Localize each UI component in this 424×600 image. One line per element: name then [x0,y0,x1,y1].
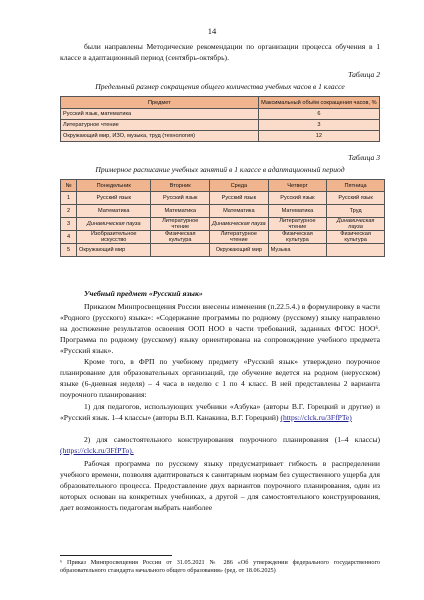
table-cell: 5 [61,244,77,257]
variant-2-text: 2) для самостоятельного конструирования поурочного планирования (1–4 классы) [84,435,380,444]
table-cell: Русский язык [327,192,385,205]
table-cell: Литературное чтение [210,231,269,244]
table-cell: Окружающий мир [77,244,151,257]
variant-1-text: 1) для педагогов, использующих учебники «Азбука» (авторы В.Г. Горецкий и другие) и «Русский язык. 1–4 классы» (авторы В.П. Канакина, В.Г. Горецкий) [60,402,380,422]
table-cell: Литературное чтение [61,120,259,131]
table-cell: Русский язык [77,192,151,205]
table-cell: Физическая культура [151,231,210,244]
table-cell [151,244,210,257]
table-cell: Физическая культура [327,231,385,244]
table-row [61,131,380,142]
table-cell: Окружающий мир, ИЗО, музыка, труд (технология) [61,131,259,142]
table-header-cell: № [61,180,77,192]
table-cell: Математика [151,205,210,218]
table-cell: Музыка [268,244,327,257]
variant-1-link[interactable]: (https://clck.ru/3FfPTe) [280,413,352,422]
table-row [61,244,385,257]
table2-title: Предельный размер сокращения общего количества учебных часов в 1 классе [95,82,345,91]
paragraph-order: Приказом Минпросвещения России внесены изменения (п.22.5.4.) в формулировку в части «Родного (русского) языка»: «Содержание программы по родному (русскому) языку направлено на достижение результатов освоения ООП НОО в части требований, заданных ФГОС НОО⁶. Программа по родному (русскому) языку ориентирована на сопровождение учебного предмета «Русский язык». [60,302,380,355]
table3-title: Примерное расписание учебных занятий в 1 классе в адаптационный период [95,165,345,174]
table-cell: 12 [258,131,379,142]
table-cell: Русский язык [210,192,269,205]
table-cell: Литературное чтение [268,218,327,231]
table-cell: 3 [61,218,77,231]
table-cell: 2 [61,205,77,218]
paragraph-frp: Кроме того, в ФРП по учебному предмету «Русский язык» утверждено поурочное планирование для образовательных организаций, где обучение ведется на родном (нерусском) языке (6-дневная неделя) – 4 часа в неделю с 1 по 4 класс. В ней представлены 2 варианта поурочного планирования: [60,357,380,399]
table-cell: 4 [61,231,77,244]
table-cell: Русский язык [151,192,210,205]
table-cell: Русский язык, математика [61,109,259,120]
table-row [61,218,385,231]
table-header-cell: Среда [210,180,269,192]
table-cell: 3 [258,120,379,131]
table3-label: Таблица 3 [348,153,380,162]
table-row [61,109,380,120]
table-cell: Динамическая пауза [327,218,385,231]
table-cell: 6 [258,109,379,120]
table-cell: Окружающий мир [210,244,269,257]
table-header-row [61,97,380,109]
table-row [61,205,385,218]
table-header-cell: Четверг [268,180,327,192]
section-heading: Учебный предмет «Русский язык» [84,289,203,298]
table-header-cell: Вторник [151,180,210,192]
footnote: ⁶ Приказ Минпросвещения России от 31.05.2021 № 286 «Об утверждении федерального государственного образовательного стандарта начального общего образования» (ред. от 18.06.2025) [60,559,380,574]
table-header-cell: Предмет [61,97,259,109]
hours-reduction-table [60,96,380,142]
footnote-rule [60,555,172,556]
table-cell: Физическая культура [268,231,327,244]
variant-2-link[interactable]: (https://clck.ru/3FfPTo). [60,446,134,455]
paragraph-flexibility: Рабочая программа по русскому языку предусматривает гибкость в распределении учебного времени, позволяя адаптироваться к санитарным нормам без существенного ущерба для образовательного процесса. Предоставление двух вариантов поурочного планирования, один из которых основан на конкретных учебниках, а другой – для самостоятельного конструирования, дает возможность педагогам выбрать наиболее [60,459,380,512]
table-cell: Динамическая пауза [210,218,269,231]
table2-label: Таблица 2 [348,70,380,79]
table-cell: 1 [61,192,77,205]
table-cell: Изобразительное искусство [77,231,151,244]
table-header-cell: Максимальный объём сокращения часов, % [258,97,379,109]
table-cell: Труд [327,205,385,218]
paragraph-variant-1 [60,401,380,423]
paragraph-variant-2 [60,434,380,456]
table-cell [327,244,385,257]
table-cell: Математика [268,205,327,218]
table-header-cell: Понедельник [77,180,151,192]
intro-paragraph: были направлены Методические рекомендации по организации процесса обучения в 1 классе в адаптационный период (сентябрь-октябрь). [60,42,380,62]
table-row [61,120,380,131]
table-cell: Литературное чтение [151,218,210,231]
schedule-table [60,179,385,257]
table-row [61,192,385,205]
table-cell: Русский язык [268,192,327,205]
table-cell: Математика [210,205,269,218]
table-row [61,231,385,244]
table-cell: Математика [77,205,151,218]
page-number: 14 [207,26,217,36]
table-header-row [61,180,385,192]
table-header-cell: Пятница [327,180,385,192]
table-cell: Динамическая пауза [77,218,151,231]
